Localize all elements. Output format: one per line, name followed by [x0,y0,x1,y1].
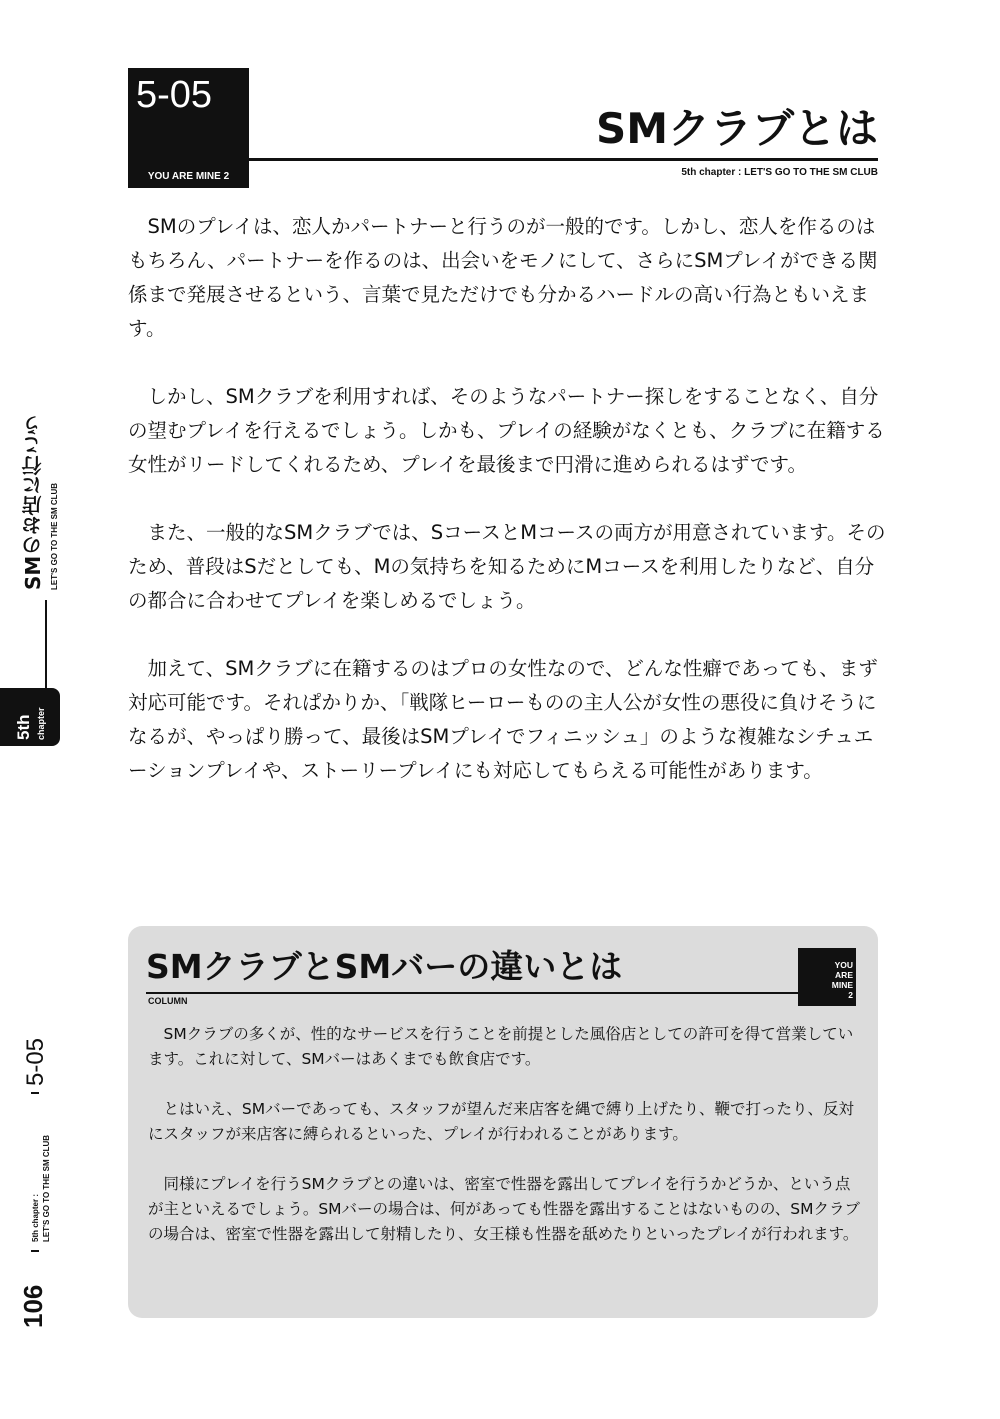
sidebar-section-number: 5-05 [22,1037,49,1086]
chapter-tab-number: 5th [14,714,33,740]
column-body [148,1022,860,1272]
body-paragraph: SMのプレイは、恋人かパートナーと行うのが一般的です。しかし、恋人を作るのはもちろん、パートナーを作るのは、出会いをモノにして、さらにSMプレイができる関係まで発展させるという、言葉で見ただけでも分かるハードルの高い行為ともいえます。 [128,215,878,340]
column-box [128,926,878,1318]
column-badge-line: MINE [831,980,853,990]
column-label: COLUMN [148,996,188,1006]
chapter-tab [0,688,60,746]
column-paragraph: とはいえ、SMバーであっても、スタッフが望んだ来店客を縄で縛り上げたり、鞭で打ったり、反対にスタッフが来店客に縛られるといった、プレイが行われることがあります。 [148,1100,854,1143]
sidebar-chapter-title: SMのお店に行こう [21,415,45,590]
title-rule [249,158,878,161]
section-number: 5-05 [136,74,213,116]
page-number: 106 [18,1284,48,1328]
series-label: YOU ARE MINE 2 [147,171,230,182]
column-paragraph: SMクラブの多くが、性的なサービスを行うことを前提とした風俗店としての許可を得て営業しています。これに対して、SMバーはあくまでも飲食店です。 [148,1025,854,1068]
body-paragraph: しかし、SMクラブを利用すれば、そのようなパートナー探しをすることなく、自分の望むプレイを行えるでしょう。しかも、プレイの経験がなくとも、クラブに在籍する女性がリードしてくれるため、プレイを最後まで円滑に進められるはずです。 [128,385,885,476]
sidebar-footer [30,1102,56,1242]
body-paragraph: また、一般的なSMクラブでは、SコースとMコースの両方が用意されています。そのため、普段はSだとしても、Mの気持ちを知るためにMコースを利用したりなど、自分の都合に合わせてプレイを楽しめるでしょう。 [128,521,886,612]
body-text [128,210,888,822]
sidebar-footer-line: LET'S GO TO THE SM CLUB [42,1134,51,1242]
sidebar-separator [31,1250,39,1252]
chapter-subtitle: 5th chapter : LET'S GO TO THE SM CLUB [681,167,878,178]
chapter-tab-label: chapter [36,707,46,740]
column-badge [798,948,856,1006]
page-title: SMクラブとは [595,104,878,153]
column-title: SMクラブとSMバーの違いとは [146,947,623,986]
column-badge-text [799,960,853,1000]
sidebar-footer-line: 5th chapter : [31,1193,40,1242]
column-badge-line: 2 [848,990,853,1000]
section-number-block [128,68,249,188]
sidebar-divider [45,600,47,688]
column-rule [146,992,798,994]
sidebar-separator [31,1092,39,1094]
sidebar-chapter-subtitle: LET'S GO TO THE SM CLUB [50,482,59,590]
column-badge-line: ARE [835,970,853,980]
body-paragraph: 加えて、SMクラブに在籍するのはプロの女性なので、どんな性癖であっても、まず対応可能です。それぱかりか、「戦隊ヒーローものの主人公が女性の悪役に負けそうになるが、やっぱり勝って、最後はSMプレイでフィニッシュ」のような複雑なシチュエーションプレイや、ストーリープレイにも対応してもらえる可能性があります。 [128,657,878,782]
column-paragraph: 同様にプレイを行うSMクラブとの違いは、密室で性器を露出してプレイを行うかどうか、という点が主といえるでしょう。SMバーの場合は、何があっても性器を露出することはないものの、SMクラブの場合は、密室で性器を露出して射精したり、女王様も性器を舐めたりといったプレイが行われます。 [148,1175,860,1243]
column-badge-line: YOU [834,960,853,970]
